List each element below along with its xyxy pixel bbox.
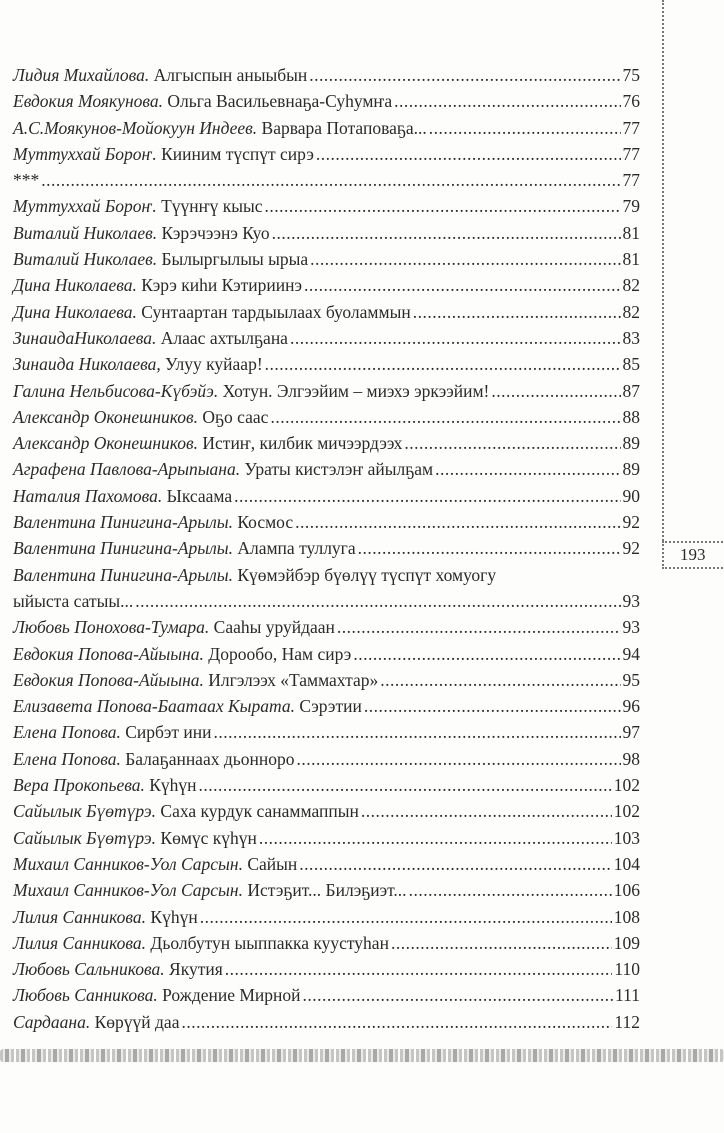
- dot-leader: [309, 62, 620, 88]
- entry-title: Хотун. Элгээйим – миэхэ эркээйим!: [218, 380, 490, 401]
- entry-title: Күһүн: [144, 775, 197, 796]
- entry-page-number: 82: [622, 275, 640, 296]
- dot-leader: [358, 535, 621, 561]
- entry-page-number: 90: [622, 485, 640, 506]
- entry-author: Зинаида Николаева,: [13, 354, 161, 375]
- toc-entry: [13, 719, 640, 745]
- entry-page-number: 92: [622, 512, 640, 533]
- toc-entry: [13, 535, 640, 561]
- toc-entry: [13, 88, 640, 114]
- toc-entry: [13, 614, 640, 640]
- entry-title: Ольга Васильевнаҕа-Суһумҥа: [162, 91, 393, 112]
- toc-entry: [13, 982, 640, 1008]
- entry-title: Оҕо саас: [198, 406, 269, 427]
- entry-author: Елизавета Попова-Баатаах Кырата.: [13, 696, 295, 717]
- entry-page-number: 110: [614, 959, 640, 980]
- entry-title: Кэрэчээнэ Куо: [157, 222, 270, 243]
- entry-title: Көмүс күһүн: [156, 827, 257, 848]
- entry-page-number: 112: [614, 1011, 640, 1032]
- entry-title: Илгэлээх «Таммахтар»: [203, 669, 379, 690]
- page-number-box: [662, 541, 724, 569]
- entry-title: Варвара Потаповаҕа...: [257, 117, 427, 138]
- entry-page-number: 87: [622, 380, 640, 401]
- toc-entry: [13, 272, 640, 298]
- entry-page-number: 88: [622, 406, 640, 427]
- dot-leader: [429, 115, 621, 141]
- entry-page-number: 103: [613, 827, 640, 848]
- dot-leader: [41, 167, 620, 193]
- entry-title: Көрүүй даа: [90, 1011, 180, 1032]
- dot-leader: [265, 351, 621, 377]
- dot-leader: [290, 325, 621, 351]
- dot-leader: [364, 693, 621, 719]
- entry-title: Кэрэ киһи Кэтириинэ: [136, 275, 302, 296]
- toc-entry: [13, 456, 640, 482]
- toc-entry: [13, 430, 640, 456]
- entry-title: Саха курдук санаммаппын: [156, 801, 359, 822]
- entry-page-number: 76: [622, 91, 640, 112]
- entry-page-number: 79: [622, 196, 640, 217]
- toc-entry: [13, 115, 640, 141]
- entry-author: Михаил Санников-Уол Сарсын.: [13, 880, 243, 901]
- entry-author: Евдокия Моякунова.: [13, 91, 163, 112]
- entry-author: Елена Попова.: [13, 722, 121, 743]
- dot-leader: [361, 798, 612, 824]
- toc-entry: [13, 562, 640, 588]
- entry-author: Галина Нельбисова-Күбэйэ.: [13, 380, 219, 401]
- toc-entry: [13, 246, 640, 272]
- entry-title: Кииним түспүт сирэ: [156, 143, 314, 164]
- entry-author: Елена Попова.: [13, 748, 121, 769]
- dot-leader: [409, 877, 612, 903]
- entry-page-number: 94: [622, 643, 640, 664]
- entry-page-number: 108: [613, 906, 640, 927]
- entry-page-number: 89: [622, 433, 640, 454]
- entry-author: Лилия Санникова.: [13, 932, 147, 953]
- toc-entry: [13, 772, 640, 798]
- entry-page-number: 77: [622, 143, 640, 164]
- dot-leader: [296, 746, 620, 772]
- entry-page-number: 77: [622, 117, 640, 138]
- margin-dotted-line: [662, 0, 664, 541]
- entry-page-number: 95: [622, 669, 640, 690]
- toc-entry: [13, 509, 640, 535]
- entry-author: Любовь Сальникова.: [13, 959, 165, 980]
- dot-leader: [316, 141, 621, 167]
- entry-author: Валентина Пинигина-Арылы.: [13, 512, 233, 533]
- entry-page-number: 102: [613, 801, 640, 822]
- entry-author: Виталий Николаев.: [13, 249, 158, 270]
- dot-leader: [234, 483, 620, 509]
- toc-entry: [13, 378, 640, 404]
- toc-entry: [13, 956, 640, 982]
- entry-title: Рождение Мирной: [157, 985, 301, 1006]
- entry-title: Былыргылыы ырыа: [157, 249, 309, 270]
- entry-page-number: 89: [622, 459, 640, 480]
- toc-entry: [13, 877, 640, 903]
- entry-title: ыйыста сатыы...: [13, 590, 134, 611]
- entry-author: Валентина Пинигина-Арылы.: [13, 564, 233, 585]
- dot-leader: [435, 456, 620, 482]
- dot-leader: [413, 299, 621, 325]
- entry-author: Евдокия Попова-Айыына.: [13, 643, 204, 664]
- dot-leader: [353, 641, 620, 667]
- dot-leader: [303, 982, 614, 1008]
- entry-author: Сайылык Бүөтүрэ.: [13, 827, 157, 848]
- entry-page-number: 82: [622, 301, 640, 322]
- entry-page-number: 96: [622, 696, 640, 717]
- entry-title: Сайын: [242, 853, 298, 874]
- entry-author: Вера Прокопьева.: [13, 775, 145, 796]
- toc-entry: [13, 62, 640, 88]
- entry-author: Лидия Михайлова.: [13, 65, 150, 85]
- entry-author: Дина Николаева.: [13, 301, 137, 322]
- toc-entry: [13, 930, 640, 956]
- entry-page-number: 109: [613, 932, 640, 953]
- entry-page-number: 83: [622, 327, 640, 348]
- toc-entry: [13, 667, 640, 693]
- entry-title: Алампа туллуга: [232, 538, 356, 559]
- toc-entry: [13, 167, 640, 193]
- entry-page-number: 93: [622, 617, 640, 638]
- entry-author: А.С.Моякунов-Мойокуун Индеев.: [13, 117, 258, 138]
- toc-entry: [13, 825, 640, 851]
- entry-author: Муттуххай Бороҥ.: [13, 143, 157, 164]
- dot-leader: [391, 930, 612, 956]
- entry-author: Александр Оконешников.: [13, 406, 199, 427]
- entry-title: Алаас ахтылҕана: [156, 327, 288, 348]
- entry-title: Дорообо, Нам сирэ: [203, 643, 352, 664]
- toc-entry: [13, 851, 640, 877]
- entry-title: Алгыспын аныыбын: [149, 65, 308, 85]
- dot-leader: [199, 772, 612, 798]
- toc-entry: [13, 746, 640, 772]
- toc-entry: [13, 220, 640, 246]
- entry-author: Любовь Понохова-Тумара.: [13, 617, 210, 638]
- entry-page-number: 93: [622, 590, 640, 611]
- entry-title: Ыксаама: [162, 485, 233, 506]
- dot-leader: [200, 904, 612, 930]
- entry-page-number: 92: [622, 538, 640, 559]
- toc-entry: [13, 483, 640, 509]
- entry-title: Сааһы уруйдаан: [209, 617, 335, 638]
- dot-leader: [264, 193, 620, 219]
- dot-leader: [272, 220, 621, 246]
- entry-title: Күһүн: [146, 906, 198, 927]
- toc-entry: [13, 693, 640, 719]
- toc-entry: [13, 141, 640, 167]
- entry-page-number: 81: [622, 222, 640, 243]
- entry-page-number: 106: [613, 880, 640, 901]
- dot-leader: [295, 509, 620, 535]
- entry-page-number: 77: [622, 170, 640, 191]
- entry-page-number: 81: [622, 249, 640, 270]
- dot-leader: [214, 719, 621, 745]
- entry-page-number: 97: [622, 722, 640, 743]
- toc-entry: [13, 588, 640, 614]
- entry-author: Аграфена Павлова-Арыпыана.: [13, 459, 241, 480]
- entry-title: Сунтаартан тардыылаах буоламмын: [136, 301, 411, 322]
- toc-entry: [13, 404, 640, 430]
- entry-author: Любовь Санникова.: [13, 985, 158, 1006]
- dot-leader: [270, 404, 620, 430]
- dot-leader: [304, 272, 621, 298]
- toc-entry: [13, 1009, 640, 1035]
- entry-author: Михаил Санников-Уол Сарсын.: [13, 853, 243, 874]
- entry-title: Сэрэтии: [294, 696, 362, 717]
- dot-leader: [394, 88, 620, 114]
- table-of-contents: [13, 62, 640, 1035]
- entry-page-number: 98: [622, 748, 640, 769]
- entry-title: Ураты кистэлэҥ айылҕам: [240, 459, 434, 480]
- entry-title: Космос: [232, 512, 294, 533]
- dot-leader: [181, 1009, 612, 1035]
- toc-entry: [13, 299, 640, 325]
- entry-author: ЗинаидаНиколаева.: [13, 327, 157, 348]
- entry-author: Виталий Николаев.: [13, 222, 158, 243]
- entry-author: Наталия Пахомова.: [13, 485, 163, 506]
- entry-title: Улуу куйаар!: [160, 354, 263, 375]
- entry-author: Сайылык Бүөтүрэ.: [13, 801, 157, 822]
- entry-page-number: 104: [613, 853, 640, 874]
- entry-author: Валентина Пинигина-Арылы.: [13, 538, 233, 559]
- entry-title: Сирбэт ини: [120, 722, 212, 743]
- dot-leader: [135, 588, 620, 614]
- page-number: 193: [680, 545, 706, 564]
- dot-leader: [299, 851, 611, 877]
- entry-title: Балаҕаннаах дьонноро: [120, 748, 295, 769]
- dot-leader: [404, 430, 620, 456]
- entry-page-number: 75: [622, 65, 640, 85]
- dot-leader: [225, 956, 613, 982]
- entry-page-number: 111: [615, 985, 640, 1006]
- toc-entry: [13, 351, 640, 377]
- dot-leader: [380, 667, 620, 693]
- entry-author: Евдокия Попова-Айыына.: [13, 669, 204, 690]
- toc-entry: [13, 193, 640, 219]
- entry-page-number: 102: [613, 775, 640, 796]
- entry-page-number: 85: [622, 354, 640, 375]
- dot-leader: [310, 246, 620, 272]
- entry-title: ***: [13, 170, 40, 191]
- entry-author: Лилия Санникова.: [13, 906, 147, 927]
- entry-author: Муттуххай Бороҥ.: [13, 196, 157, 217]
- entry-title: Истэҕит... Билэҕиэт...: [242, 880, 407, 901]
- toc-entry: [13, 641, 640, 667]
- toc-entry: [13, 325, 640, 351]
- entry-title: Түүнҥү кыыс: [156, 196, 263, 217]
- decorative-border-ornament: [0, 1049, 724, 1062]
- entry-title: Күөмэйбэр бүөлүү түспүт хомуогу: [232, 564, 497, 585]
- toc-entry: [13, 798, 640, 824]
- entry-author: Дина Николаева.: [13, 275, 137, 296]
- entry-author: Сардаана.: [13, 1011, 91, 1032]
- entry-title: Дьолбутун ыыппакка куустуһан: [146, 932, 389, 953]
- toc-entry: [13, 904, 640, 930]
- dot-leader: [259, 825, 612, 851]
- dot-leader: [491, 378, 620, 404]
- entry-title: Истиҥ, килбик мичээрдээх: [198, 433, 403, 454]
- entry-title: Якутия: [164, 959, 223, 980]
- dot-leader: [337, 614, 621, 640]
- entry-author: Александр Оконешников.: [13, 433, 199, 454]
